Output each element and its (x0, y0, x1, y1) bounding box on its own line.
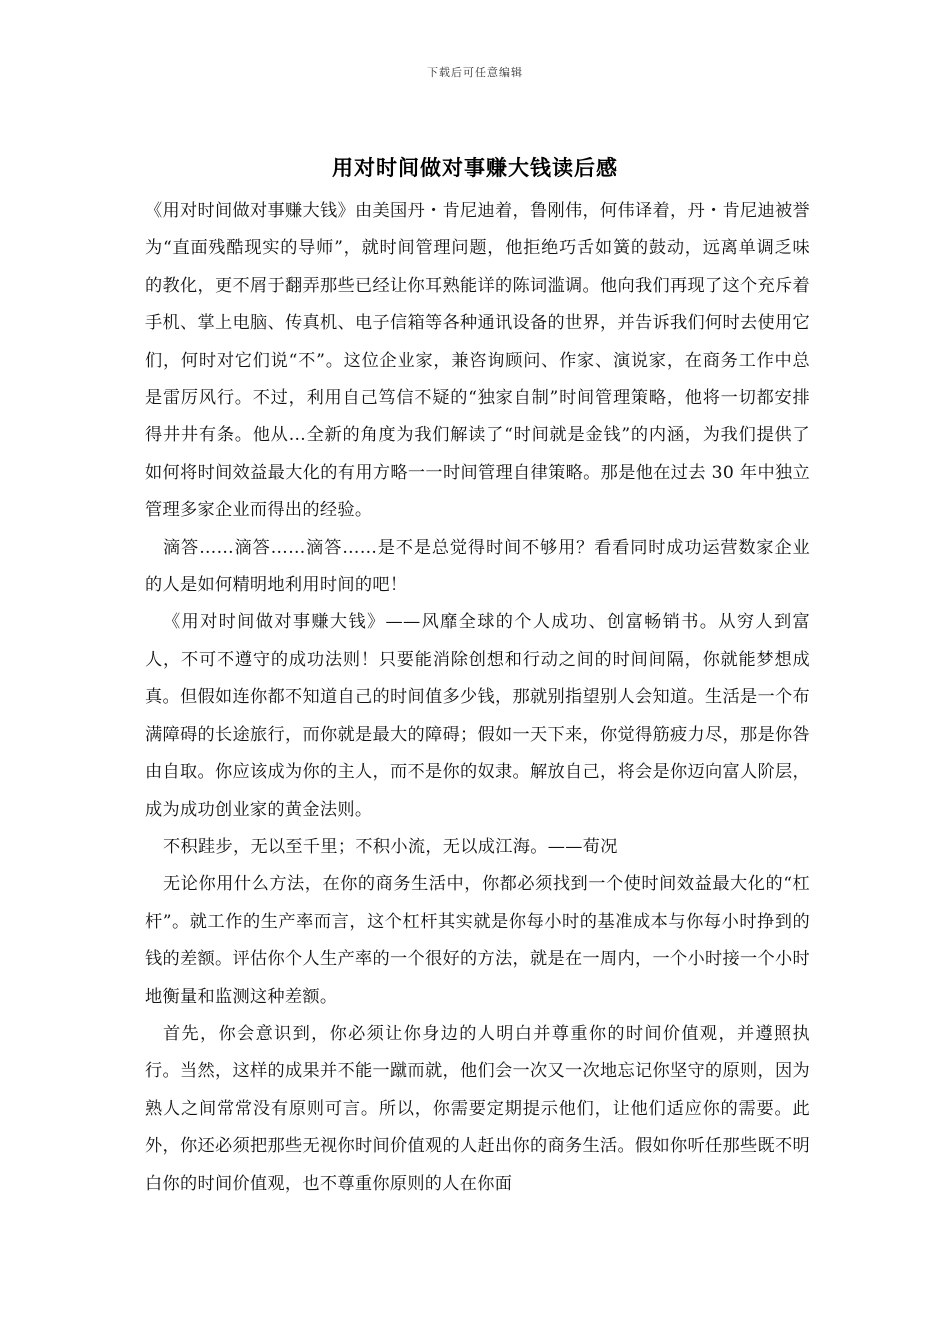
paragraph: 《用对时间做对事赚大钱》——风靡全球的个人成功、创富畅销书。从穷人到富人，不可不遵守的成功法则！只要能消除创想和行动之间的时间间隔，你就能梦想成真。但假如连你都不知道自己的时间值多少钱，那就别指望别人会知道。生活是一个布满障碍的长途旅行，而你就是最大的障碍；假如一天下来，你觉得筋疲力尽，那是你咎由自取。你应该成为你的主人，而不是你的奴隶。解放自己，将会是你迈向富人阶层，成为成功创业家的黄金法则。 (145, 612, 810, 820)
document-title: 用对时间做对事赚大钱读后感 (332, 155, 618, 180)
paragraph: 《用对时间做对事赚大钱》由美国丹・肯尼迪着，鲁刚伟，何伟译着，丹・肯尼迪被誉为“直面残酷现实的导师”，就时间管理问题，他拒绝巧舌如簧的鼓动，远离单调乏味的教化，更不屑于翻弄那些已经让你耳熟能详的陈词滥调。他向我们再现了这个充斥着手机、掌上电脑、传真机、电子信箱等各种通讯设备的世界，并告诉我们何时去使用它们，何时对它们说“不”。这位企业家，兼咨询顾问、作家、演说家，在商务工作中总是雷厉风行。不过，利用自己笃信不疑的“独家自制”时间管理策略，他将一切都安排得井井有条。他从…全新的角度为我们解读了“时间就是金钱”的内涵，为我们提供了如何将时间效益最大化的有用方略一一时间管理自律策略。那是他在过去 30 年中独立管理多家企业而得出的经验。 (145, 201, 810, 521)
paragraph: 滴答……滴答……滴答……是不是总觉得时间不够用？看看同时成功运营数家企业的人是如何精明地利用时间的吧！ (145, 537, 810, 596)
paragraph: 首先，你会意识到，你必须让你身边的人明白并尊重你的时间价值观，并遵照执行。当然，这样的成果并不能一蹴而就，他们会一次又一次地忘记你坚守的原则，因为熟人之间常常没有原则可言。所以，你需要定期提示他们，让他们适应你的需要。此外，你还必须把那些无视你时间价值观的人赶出你的商务生活。假如你听任那些既不明白你的时间价值观，也不尊重你原则的人在你面 (145, 1023, 810, 1194)
paragraph: 不积跬步，无以至千里；不积小流，无以成江海。——荀况 (163, 836, 618, 857)
document-body (145, 193, 810, 1203)
header-note: 下载后可任意编辑 (427, 66, 523, 79)
paragraph: 无论你用什么方法，在你的商务生活中，你都必须找到一个使时间效益最大化的“杠杆”。就工作的生产率而言，这个杠杆其实就是你每小时的基准成本与你每小时挣到的钱的差额。评估你个人生产率的一个很好的方法，就是在一周内，一个小时接一个小时地衡量和监测这种差额。 (145, 874, 810, 1007)
